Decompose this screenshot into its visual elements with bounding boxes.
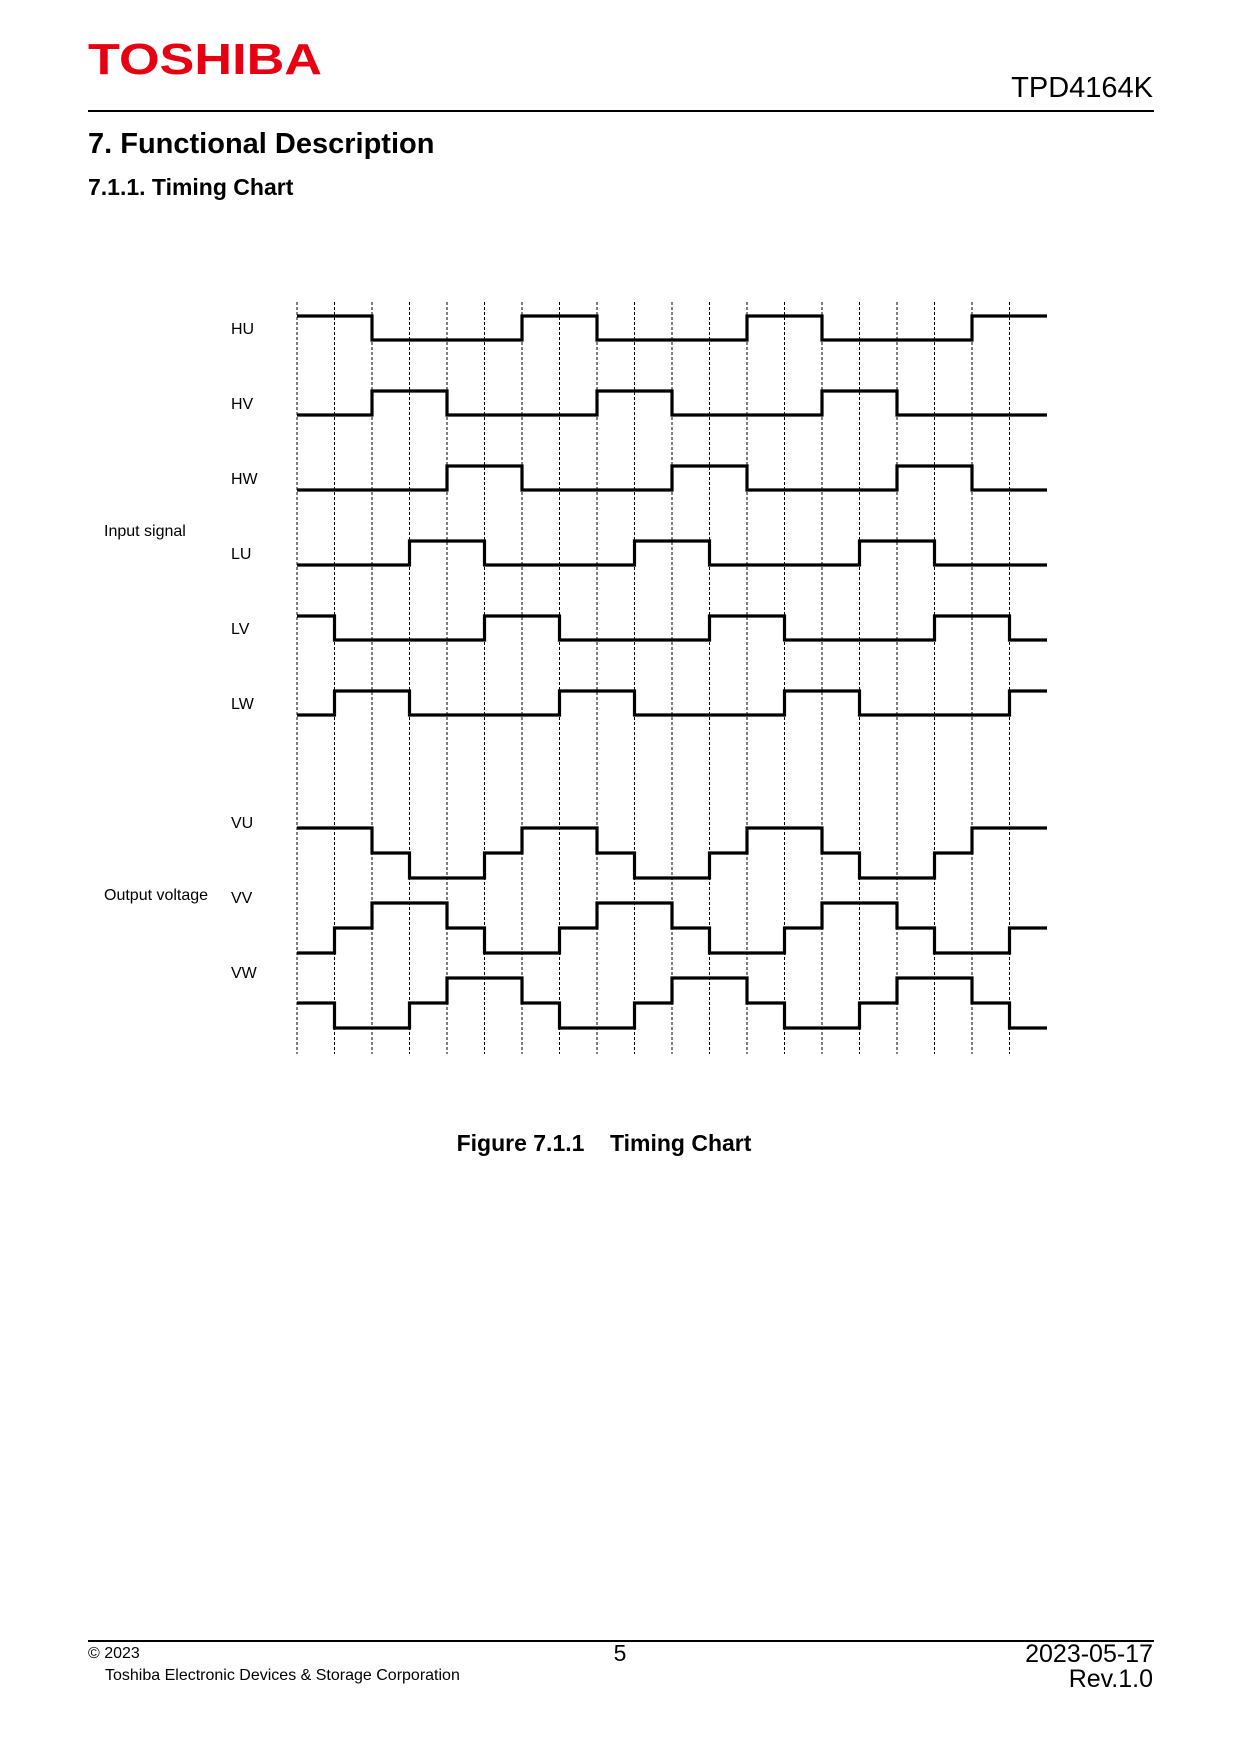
signal-label-lw: LW [231, 696, 254, 713]
logo-text: TOSHIBA [88, 36, 322, 80]
signal-label-lv: LV [231, 621, 250, 638]
subsection-title: 7.1.1. Timing Chart [88, 174, 294, 200]
revision: Rev.1.0 [1068, 1665, 1153, 1693]
input-signal-group-label: Input signal [104, 523, 186, 540]
signal-label-hv: HV [231, 396, 254, 413]
signal-label-lu: LU [231, 546, 252, 563]
signal-label-hu: HU [231, 321, 255, 338]
signal-label-hw: HW [231, 471, 258, 488]
signal-labels [104, 321, 259, 982]
page-number: 5 [613, 1640, 627, 1666]
footer-date-rev [1025, 1642, 1153, 1692]
output-voltage-group-label: Output voltage [104, 887, 209, 904]
copyright: © 2023 [88, 1645, 140, 1662]
document-id: TPD4164K [1011, 72, 1153, 104]
figure-caption: Figure 7.1.1 Timing Chart [456, 1130, 752, 1156]
release-date: 2023-05-17 [1025, 1640, 1153, 1668]
company-name: Toshiba Electronic Devices & Storage Corporation [105, 1667, 460, 1684]
signal-label-vu: VU [231, 815, 254, 832]
section-title: 7. Functional Description [88, 128, 435, 160]
signal-label-vw: VW [231, 965, 257, 982]
signal-label-vv: VV [231, 890, 253, 907]
